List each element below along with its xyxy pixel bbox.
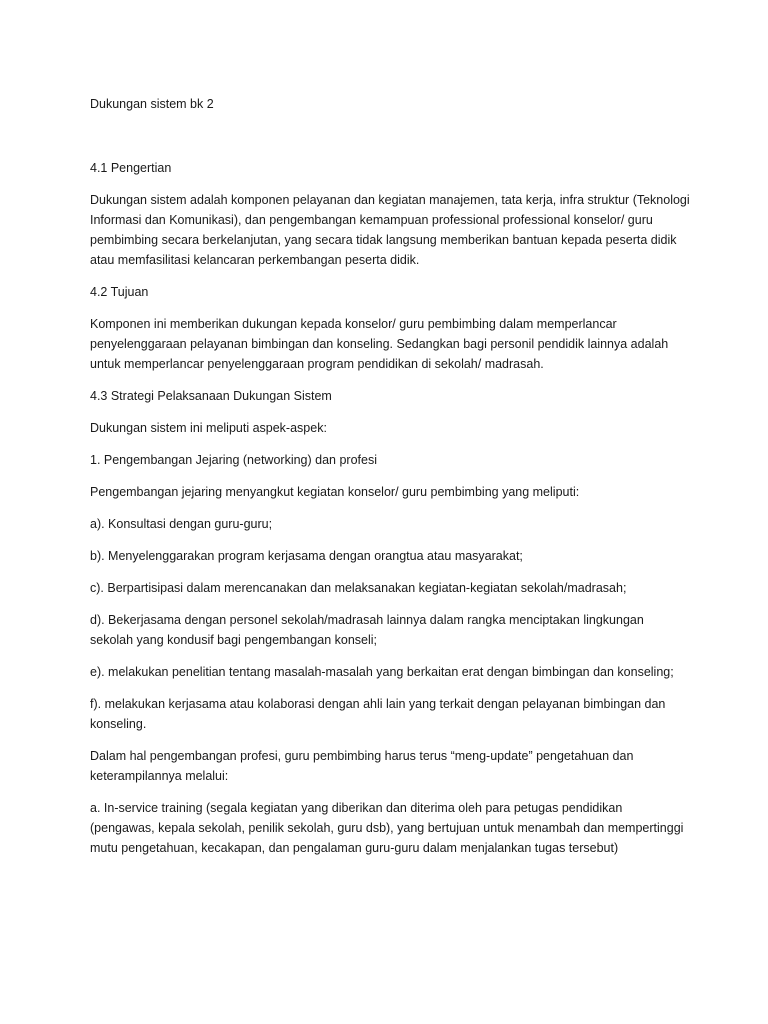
list-item-e: e). melakukan penelitian tentang masalah-masalah yang berkaitan erat dengan bimbingan dan konseling;: [90, 665, 674, 679]
list-item-f: f). melakukan kerjasama atau kolaborasi dengan ahli lain yang terkait dengan pelayanan bimbingan dan konseling.: [90, 697, 666, 731]
list-item-d: d). Bekerjasama dengan personel sekolah/madrasah lainnya dalam rangka menciptakan lingkungan sekolah yang kondusif bagi pengembangan konseli;: [90, 613, 644, 647]
paragraph-profesi: Dalam hal pengembangan profesi, guru pembimbing harus terus “meng-update” pengetahuan dan keterampilannya melalui:: [90, 749, 634, 783]
list-heading-jejaring: 1. Pengembangan Jejaring (networking) dan profesi: [90, 453, 377, 467]
section-heading-pengertian: 4.1 Pengertian: [90, 161, 172, 175]
paragraph-tujuan: Komponen ini memberikan dukungan kepada konselor/ guru pembimbing dalam memperlancar penyelenggaraan pelayanan bimbingan dan konseling. Sedangkan bagi personil pendidik lainnya adalah untuk memperlancar penyelenggaraan program pendidikan di sekolah/ madrasah.: [90, 317, 669, 371]
paragraph-aspek: Dukungan sistem ini meliputi aspek-aspek:: [90, 421, 327, 435]
paragraph-pengertian: Dukungan sistem adalah komponen pelayanan dan kegiatan manajemen, tata kerja, infra struktur (Teknologi Informasi dan Komunikasi), dan pengembangan kemampuan professional professional konselor/ guru pembimbing secara berkelanjutan, yang secara tidak langsung memberikan bantuan kepada peserta didik atau memfasilitasi kelancaran perkembangan peserta didik.: [90, 193, 690, 267]
paragraph-jejaring: Pengembangan jejaring menyangkut kegiatan konselor/ guru pembimbing yang meliputi:: [90, 485, 580, 499]
list-item-in-service: a. In-service training (segala kegiatan yang diberikan dan diterima oleh para petugas pendidikan (pengawas, kepala sekolah, penilik sekolah, guru dsb), yang bertujuan untuk menambah dan mempertinggi mutu pengetahuan, kecakapan, dan pengalaman guru-guru dalam menjalankan tugas tersebut): [90, 801, 684, 855]
section-heading-strategi: 4.3 Strategi Pelaksanaan Dukungan Sistem: [90, 389, 332, 403]
list-item-b: b). Menyelenggarakan program kerjasama dengan orangtua atau masyarakat;: [90, 549, 523, 563]
section-heading-tujuan: 4.2 Tujuan: [90, 285, 149, 299]
list-item-a: a). Konsultasi dengan guru-guru;: [90, 517, 273, 531]
document-body: [90, 94, 690, 870]
list-item-c: c). Berpartisipasi dalam merencanakan dan melaksanakan kegiatan-kegiatan sekolah/madrasah;: [90, 581, 627, 595]
document-title: Dukungan sistem bk 2: [90, 97, 214, 111]
